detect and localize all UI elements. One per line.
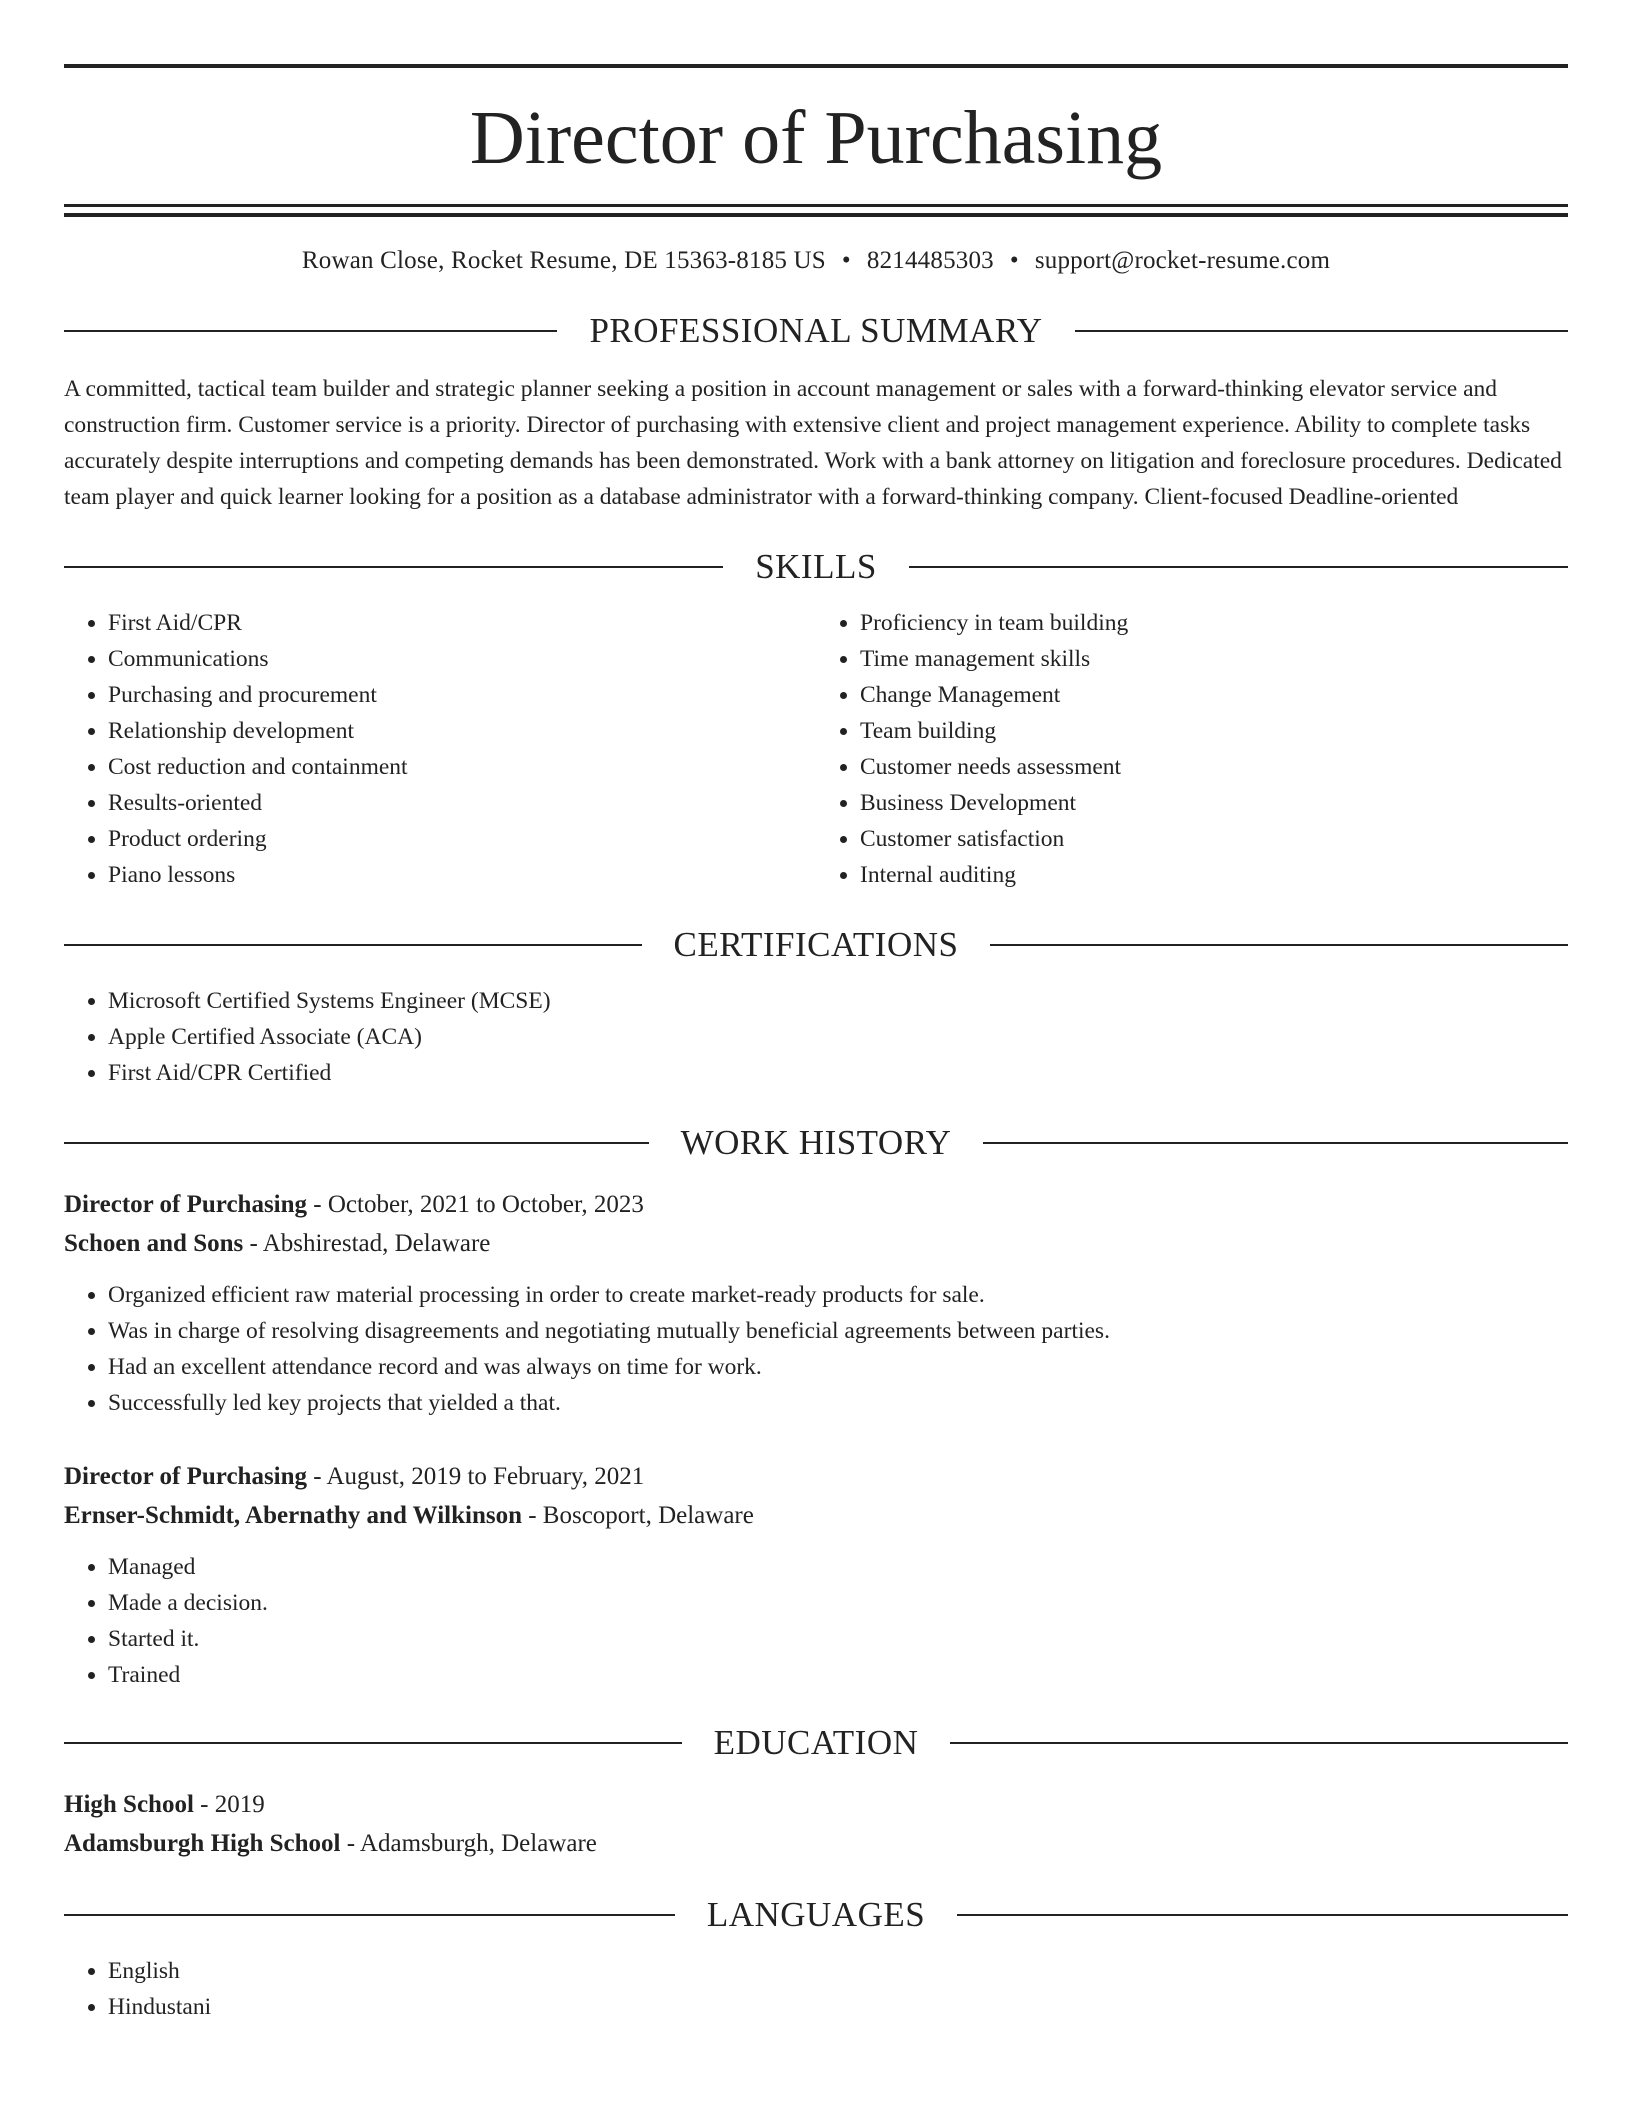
- job-company-line: [64, 1224, 1568, 1263]
- resume-title: Director of Purchasing: [469, 96, 1163, 180]
- job-bullet: • Was in charge of resolving disagreements and negotiating mutually beneficial agreements between parties.: [108, 1313, 1568, 1349]
- section-title: LANGUAGES: [706, 1895, 926, 1934]
- summary-text: A committed, tactical team builder and strategic planner seeking a position in account management or sales with a forward-thinking elevator service and construction firm. Customer service is a priority. Director of purchasing with extensive client and project management experience. Ability to complete tasks accurately despite interruptions and competing demands has been demonstrated. Work with a bank attorney on litigation and foreclosure procedures. Dedicated team player and quick learner looking for a position as a database administrator with a forward-thinking company. Client-focused Deadline-oriented: [64, 376, 1562, 510]
- skill-item: • Team building: [860, 713, 1568, 749]
- language-item: • Hindustani: [108, 1989, 1568, 2025]
- skill-item: • Results-oriented: [108, 785, 816, 821]
- skill-item: • Customer satisfaction: [860, 821, 1568, 857]
- section-header-work: [64, 1123, 1568, 1163]
- job-bullet: • Successfully led key projects that yielded a that.: [108, 1385, 1568, 1421]
- section-header-education: [64, 1723, 1568, 1763]
- education-degree: High School: [64, 1791, 194, 1818]
- top-rule: [64, 64, 1568, 68]
- section-header-languages: [64, 1895, 1568, 1935]
- section-title: CERTIFICATIONS: [673, 925, 959, 964]
- job-role-line: [64, 1457, 1568, 1496]
- education-degree-line: [64, 1785, 1568, 1824]
- education-school-line: [64, 1824, 1568, 1863]
- job-bullets: [64, 1549, 1568, 1693]
- skill-item: • Internal auditing: [860, 857, 1568, 893]
- language-item: • English: [108, 1953, 1568, 1989]
- resume-page: [64, 64, 1568, 2025]
- job-role: Director of Purchasing: [64, 1463, 308, 1490]
- section-header-certifications: [64, 925, 1568, 965]
- skill-item: • Proficiency in team building: [860, 605, 1568, 641]
- job-entry: [64, 1457, 1568, 1693]
- education-school: Adamsburgh High School: [64, 1830, 341, 1857]
- contact-email: support@rocket-resume.com: [1034, 247, 1331, 274]
- section-title: WORK HISTORY: [680, 1123, 952, 1162]
- job-dates: - October, 2021 to October, 2023: [307, 1191, 644, 1218]
- separator-dot: •: [841, 247, 851, 274]
- job-company: Ernser-Schmidt, Abernathy and Wilkinson: [64, 1502, 522, 1529]
- job-entry: [64, 1185, 1568, 1421]
- skill-item: • Purchasing and procurement: [108, 677, 816, 713]
- job-bullet: • Trained: [108, 1657, 1568, 1693]
- job-bullet: • Managed: [108, 1549, 1568, 1585]
- job-role: Director of Purchasing: [64, 1191, 308, 1218]
- work-history: [64, 1185, 1568, 1693]
- job-dates: - August, 2019 to February, 2021: [307, 1463, 645, 1490]
- skills-list-right: [816, 605, 1568, 893]
- job-location: - Abshirestad, Delaware: [243, 1230, 491, 1257]
- job-bullet: • Started it.: [108, 1621, 1568, 1657]
- skill-item: • Change Management: [860, 677, 1568, 713]
- certification-item: • Microsoft Certified Systems Engineer (MCSE): [108, 983, 1568, 1019]
- job-role-line: [64, 1185, 1568, 1224]
- job-company-line: [64, 1496, 1568, 1535]
- certifications-list: [64, 983, 1568, 1091]
- section-header-skills: [64, 547, 1568, 587]
- skills-list-left: [64, 605, 816, 893]
- job-bullet: • Had an excellent attendance record and was always on time for work.: [108, 1349, 1568, 1385]
- skill-item: • Customer needs assessment: [860, 749, 1568, 785]
- skill-item: • Communications: [108, 641, 816, 677]
- section-title: PROFESSIONAL SUMMARY: [589, 311, 1043, 350]
- skill-item: • Time management skills: [860, 641, 1568, 677]
- languages-list: [64, 1953, 1568, 2025]
- section-title: SKILLS: [755, 547, 877, 586]
- certification-item: • Apple Certified Associate (ACA): [108, 1019, 1568, 1055]
- skill-item: • Cost reduction and containment: [108, 749, 816, 785]
- job-bullet: • Organized efficient raw material processing in order to create market-ready products for sale.: [108, 1277, 1568, 1313]
- contact-line: [64, 247, 1568, 275]
- job-location: - Boscoport, Delaware: [521, 1502, 754, 1529]
- skill-item: • Business Development: [860, 785, 1568, 821]
- certification-item: • First Aid/CPR Certified: [108, 1055, 1568, 1091]
- title-double-rule: [64, 204, 1568, 217]
- skills-columns: [64, 605, 1568, 893]
- job-bullets: [64, 1277, 1568, 1421]
- education-year: - 2019: [193, 1791, 265, 1818]
- contact-phone: 8214485303: [866, 247, 994, 274]
- contact-address: Rowan Close, Rocket Resume, DE 15363-8185 US: [301, 247, 826, 274]
- skill-item: • Piano lessons: [108, 857, 816, 893]
- education-location: - Adamsburgh, Delaware: [340, 1830, 597, 1857]
- job-bullet: • Made a decision.: [108, 1585, 1568, 1621]
- skill-item: • Relationship development: [108, 713, 816, 749]
- section-title: EDUCATION: [713, 1723, 919, 1762]
- education-entry: [64, 1785, 1568, 1863]
- separator-dot: •: [1009, 247, 1019, 274]
- job-company: Schoen and Sons: [64, 1230, 244, 1257]
- skill-item: • First Aid/CPR: [108, 605, 816, 641]
- section-header-summary: [64, 311, 1568, 351]
- skill-item: • Product ordering: [108, 821, 816, 857]
